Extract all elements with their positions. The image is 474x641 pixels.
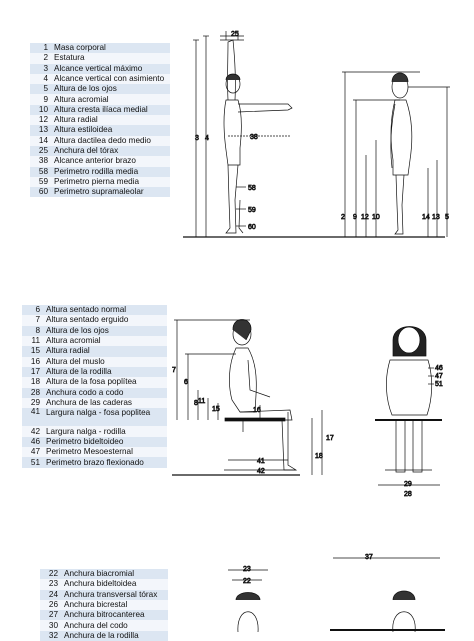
legend-number: 8 <box>35 325 40 335</box>
legend-number: 26 <box>48 599 58 609</box>
legend-number: 30 <box>48 620 58 630</box>
legend-number: 9 <box>43 94 48 104</box>
legend-label: Masa corporal <box>54 43 106 53</box>
legend-number: 47 <box>30 447 40 457</box>
dim-label-11: 11 <box>198 398 206 405</box>
legend-label: Altura acromial <box>54 94 109 104</box>
dim-label-6: 6 <box>184 379 188 386</box>
legend-label: Perimetro bideltoideo <box>46 436 124 446</box>
legend-label: Altura sentado normal <box>46 305 127 315</box>
legend-number: 25 <box>38 146 48 156</box>
dim-label-28: 28 <box>404 491 412 498</box>
figure-standing-side <box>183 31 445 237</box>
legend-number: 38 <box>38 156 48 166</box>
legend-number: 42 <box>30 426 40 436</box>
dim-label-25: 25 <box>231 31 239 38</box>
legend-label: Altura sentado erguido <box>46 315 129 325</box>
dim-label-9: 9 <box>353 214 357 221</box>
legend-number: 60 <box>38 187 48 197</box>
dim-label-29: 29 <box>404 481 412 488</box>
legend-number: 7 <box>35 315 40 325</box>
legend-number: 46 <box>30 436 40 446</box>
legend-label: Altura estiloidea <box>54 125 113 135</box>
legend-number: 4 <box>43 73 48 83</box>
legend-number: 27 <box>48 610 58 620</box>
dim-label-37: 37 <box>365 554 373 561</box>
legend-label: Anchura de la rodilla <box>64 630 139 640</box>
legend-label: Perimetro rodilla media <box>54 166 139 176</box>
figure-standing-front <box>342 72 450 237</box>
legend-number: 41 <box>30 407 40 417</box>
legend-number: 24 <box>48 589 58 599</box>
legend-number: 10 <box>38 104 48 114</box>
dim-label-12: 12 <box>361 214 369 221</box>
dim-label-13: 13 <box>432 214 440 221</box>
legend-label: Alcance vertical con asimiento <box>54 73 165 83</box>
legend-label: Anchura biacromial <box>64 569 135 579</box>
dim-label-8: 8 <box>194 400 198 407</box>
legend-label: Altura de los ojos <box>46 325 109 335</box>
legend-label: Alcance vertical máximo <box>54 63 143 73</box>
dim-label-3: 3 <box>195 135 199 142</box>
legend-label: Perimetro supramaleolar <box>54 187 144 197</box>
legend-number: 58 <box>38 166 48 176</box>
legend-label: Altura del muslo <box>46 356 105 366</box>
dim-label-58: 58 <box>248 185 256 192</box>
legend-number: 13 <box>38 125 48 135</box>
dim-label-23: 23 <box>243 566 251 573</box>
legend-label: Altura radial <box>46 346 90 356</box>
legend-label: Altura acromial <box>46 336 101 346</box>
legend-label: Perimetro pierna media <box>54 176 140 186</box>
legend-number: 32 <box>48 630 58 640</box>
legend-number: 15 <box>30 346 40 356</box>
legend-row <box>40 631 168 641</box>
dim-label-38: 38 <box>250 134 258 141</box>
legend-number: 3 <box>43 63 48 73</box>
dim-label-59: 59 <box>248 207 256 214</box>
legend-number: 17 <box>30 367 40 377</box>
legend-label: Alcance anterior brazo <box>54 156 136 166</box>
legend-number: 14 <box>38 135 48 145</box>
legend-number: 1 <box>43 43 48 53</box>
figure-width-front <box>228 558 445 632</box>
figure-seated-side <box>172 320 322 476</box>
legend-number: 2 <box>43 53 48 63</box>
figure-seated-front <box>375 327 442 486</box>
dim-label-7: 7 <box>172 367 176 374</box>
dim-label-41: 41 <box>257 458 265 465</box>
legend-label: Anchura codo a codo <box>46 387 124 397</box>
dim-label-22: 22 <box>243 578 251 585</box>
legend-number: 28 <box>30 387 40 397</box>
legend-number: 12 <box>38 115 48 125</box>
legend-label: Estatura <box>54 53 85 63</box>
dim-label-42: 42 <box>257 468 265 475</box>
dim-label-51: 51 <box>435 381 443 388</box>
legend-number: 22 <box>48 569 58 579</box>
dim-label-5: 5 <box>445 214 449 221</box>
legend-number: 23 <box>48 579 58 589</box>
dim-label-17: 17 <box>326 435 334 442</box>
legend-label: Anchura del tórax <box>54 146 119 156</box>
legend-number: 16 <box>30 356 40 366</box>
legend-label: Altura de la fosa poplítea <box>46 377 137 387</box>
dim-label-15: 15 <box>212 406 220 413</box>
legend-number: 18 <box>30 377 40 387</box>
legend-label: Altura de la rodilla <box>46 367 112 377</box>
legend-label: Altura dactilea dedo medio <box>54 135 151 145</box>
dim-label-2: 2 <box>341 214 345 221</box>
legend-label: Anchura transversal tórax <box>64 589 158 599</box>
dim-label-46: 46 <box>435 365 443 372</box>
legend-label: Perimetro Mesoesternal <box>46 447 133 457</box>
legend-number: 11 <box>31 336 40 346</box>
legend-label: Perimetro brazo flexionado <box>46 457 144 467</box>
dim-label-4: 4 <box>205 135 209 142</box>
dim-label-10: 10 <box>372 214 380 221</box>
legend-number: 59 <box>38 176 48 186</box>
dim-label-14: 14 <box>422 214 430 221</box>
dim-label-60: 60 <box>248 224 256 231</box>
dim-label-47: 47 <box>435 373 443 380</box>
legend-label: Largura nalga - fosa poplitea <box>46 408 151 418</box>
legend-label: Altura radial <box>54 115 98 125</box>
legend-number: 51 <box>30 457 40 467</box>
legend-label: Anchura bicrestal <box>64 599 128 609</box>
legend-number: 6 <box>35 305 40 315</box>
dim-label-18: 18 <box>315 453 323 460</box>
dim-label-16: 16 <box>253 407 261 414</box>
legend-label: Anchura del codo <box>64 620 128 630</box>
legend-label: Anchura de las caderas <box>46 398 133 408</box>
legend-label: Largura nalga - rodilla <box>46 426 126 436</box>
legend-label: Altura cresta ilíaca medial <box>54 104 148 114</box>
legend-number: 29 <box>30 398 40 408</box>
legend-number: 5 <box>43 84 48 94</box>
legend-label: Altura de los ojos <box>54 84 117 94</box>
legend-label: Anchura bideltoidea <box>64 579 137 589</box>
legend-label: Anchura bitrocanterea <box>64 610 145 620</box>
